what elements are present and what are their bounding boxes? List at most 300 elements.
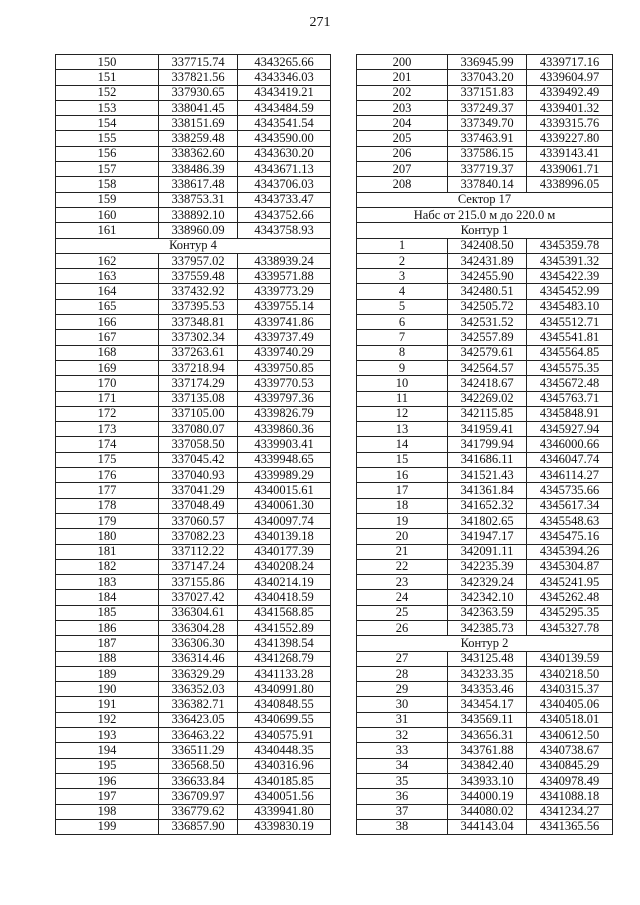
x-coordinate: 343233.35 [448,666,527,681]
y-coordinate: 4345241.95 [527,575,613,590]
y-coordinate: 4341552.89 [238,620,331,635]
y-coordinate: 4339830.19 [238,819,331,834]
table-row [56,575,331,590]
x-coordinate: 338753.31 [159,192,238,207]
point-number: 1 [357,238,448,253]
y-coordinate: 4339750.85 [238,360,331,375]
x-coordinate: 336511.29 [159,743,238,758]
y-coordinate: 4339741.86 [238,315,331,330]
x-coordinate: 337040.93 [159,468,238,483]
x-coordinate: 343842.40 [448,758,527,773]
table-row [56,559,331,574]
point-number: 21 [357,544,448,559]
x-coordinate: 344143.04 [448,819,527,834]
table-row [357,483,613,498]
point-number: 3 [357,269,448,284]
table-row [357,498,613,513]
point-number: 164 [56,284,159,299]
x-coordinate: 338892.10 [159,207,238,222]
x-coordinate: 337147.24 [159,559,238,574]
section-header-row [357,207,613,222]
x-coordinate: 337715.74 [159,55,238,70]
x-coordinate: 337048.49 [159,498,238,513]
x-coordinate: 336314.46 [159,651,238,666]
x-coordinate: 342455.90 [448,269,527,284]
x-coordinate: 337082.23 [159,529,238,544]
table-row [56,498,331,513]
point-number: 153 [56,100,159,115]
table-row [56,605,331,620]
x-coordinate: 337043.20 [448,70,527,85]
point-number: 25 [357,605,448,620]
point-number: 156 [56,146,159,161]
table-row [56,315,331,330]
x-coordinate: 342235.39 [448,559,527,574]
table-row [56,376,331,391]
table-row [56,55,331,70]
table-row [357,728,613,743]
x-coordinate: 336352.03 [159,682,238,697]
table-row [357,131,613,146]
table-row [56,789,331,804]
section-header-row [357,636,613,651]
table-row [357,651,613,666]
table-row [357,819,613,834]
point-number: 2 [357,253,448,268]
table-row [56,345,331,360]
y-coordinate: 4341568.85 [238,605,331,620]
table-row [357,162,613,177]
table-row [56,422,331,437]
x-coordinate: 342505.72 [448,299,527,314]
x-coordinate: 337174.29 [159,376,238,391]
x-coordinate: 341652.32 [448,498,527,513]
point-number: 177 [56,483,159,498]
point-number: 169 [56,360,159,375]
x-coordinate: 341686.11 [448,452,527,467]
y-coordinate: 4339571.88 [238,269,331,284]
x-coordinate: 341959.41 [448,422,527,437]
y-coordinate: 4343752.66 [238,207,331,222]
x-coordinate: 337080.07 [159,422,238,437]
table-row [357,666,613,681]
y-coordinate: 4339770.53 [238,376,331,391]
table-row [357,743,613,758]
y-coordinate: 4340612.50 [527,728,613,743]
y-coordinate: 4345452.99 [527,284,613,299]
y-coordinate: 4339941.80 [238,804,331,819]
point-number: 22 [357,559,448,574]
y-coordinate: 4339717.16 [527,55,613,70]
x-coordinate: 337151.83 [448,85,527,100]
y-coordinate: 4339061.71 [527,162,613,177]
x-coordinate: 342418.67 [448,376,527,391]
point-number: 181 [56,544,159,559]
x-coordinate: 337249.37 [448,100,527,115]
table-row [357,789,613,804]
table-row [56,636,331,651]
point-number: 185 [56,605,159,620]
y-coordinate: 4340978.49 [527,773,613,788]
point-number: 4 [357,284,448,299]
point-number: 32 [357,728,448,743]
x-coordinate: 343761.88 [448,743,527,758]
x-coordinate: 338151.69 [159,116,238,131]
point-number: 204 [357,116,448,131]
y-coordinate: 4345422.39 [527,269,613,284]
table-row [56,192,331,207]
x-coordinate: 336306.30 [159,636,238,651]
y-coordinate: 4345475.16 [527,529,613,544]
x-coordinate: 336779.62 [159,804,238,819]
point-number: 206 [357,146,448,161]
x-coordinate: 343353.46 [448,682,527,697]
y-coordinate: 4339826.79 [238,406,331,421]
y-coordinate: 4340177.39 [238,544,331,559]
table-row [56,712,331,727]
table-row [56,773,331,788]
y-coordinate: 4339401.32 [527,100,613,115]
point-number: 183 [56,575,159,590]
table-row [56,391,331,406]
table-row [56,223,331,238]
table-row [56,513,331,528]
point-number: 182 [56,559,159,574]
y-coordinate: 4339315.76 [527,116,613,131]
table-row [357,697,613,712]
table-row [357,513,613,528]
x-coordinate: 336329.29 [159,666,238,681]
point-number: 191 [56,697,159,712]
point-number: 194 [56,743,159,758]
y-coordinate: 4339227.80 [527,131,613,146]
y-coordinate: 4340405.06 [527,697,613,712]
point-number: 154 [56,116,159,131]
point-number: 24 [357,590,448,605]
y-coordinate: 4345617.34 [527,498,613,513]
x-coordinate: 342091.11 [448,544,527,559]
point-number: 189 [56,666,159,681]
table-row [357,437,613,452]
y-coordinate: 4339737.49 [238,330,331,345]
point-number: 13 [357,422,448,437]
point-number: 18 [357,498,448,513]
table-row [56,758,331,773]
x-coordinate: 336945.99 [448,55,527,70]
x-coordinate: 338362.60 [159,146,238,161]
point-number: 192 [56,712,159,727]
y-coordinate: 4340315.37 [527,682,613,697]
y-coordinate: 4340139.18 [238,529,331,544]
y-coordinate: 4343484.59 [238,100,331,115]
point-number: 12 [357,406,448,421]
point-number: 171 [56,391,159,406]
table-row [357,544,613,559]
x-coordinate: 341799.94 [448,437,527,452]
x-coordinate: 337348.81 [159,315,238,330]
y-coordinate: 4346114.27 [527,468,613,483]
point-number: 28 [357,666,448,681]
point-number: 195 [56,758,159,773]
y-coordinate: 4340208.24 [238,559,331,574]
x-coordinate: 342564.57 [448,360,527,375]
y-coordinate: 4340097.74 [238,513,331,528]
table-row [357,468,613,483]
table-row [56,697,331,712]
table-row [357,804,613,819]
table-row [56,100,331,115]
x-coordinate: 342115.85 [448,406,527,421]
x-coordinate: 338960.09 [159,223,238,238]
x-coordinate: 343569.11 [448,712,527,727]
y-coordinate: 4339948.65 [238,452,331,467]
point-number: 151 [56,70,159,85]
table-row [56,330,331,345]
point-number: 178 [56,498,159,513]
x-coordinate: 337060.57 [159,513,238,528]
table-row [56,177,331,192]
point-number: 199 [56,819,159,834]
point-number: 160 [56,207,159,222]
x-coordinate: 343125.48 [448,651,527,666]
x-coordinate: 341802.65 [448,513,527,528]
x-coordinate: 337155.86 [159,575,238,590]
point-number: 179 [56,513,159,528]
point-number: 5 [357,299,448,314]
table-row [357,238,613,253]
point-number: 176 [56,468,159,483]
table-row [357,315,613,330]
y-coordinate: 4340061.30 [238,498,331,513]
point-number: 23 [357,575,448,590]
table-row [56,452,331,467]
point-number: 157 [56,162,159,177]
x-coordinate: 337349.70 [448,116,527,131]
table-row [357,100,613,115]
y-coordinate: 4343590.00 [238,131,331,146]
point-number: 175 [56,452,159,467]
x-coordinate: 338486.39 [159,162,238,177]
point-number: 163 [56,269,159,284]
point-number: 36 [357,789,448,804]
table-row [357,299,613,314]
table-row [56,299,331,314]
point-number: 10 [357,376,448,391]
x-coordinate: 338041.45 [159,100,238,115]
point-number: 203 [357,100,448,115]
x-coordinate: 341361.84 [448,483,527,498]
x-coordinate: 336463.22 [159,728,238,743]
y-coordinate: 4345391.32 [527,253,613,268]
section-header: Сектор 17 [357,192,613,207]
point-number: 9 [357,360,448,375]
x-coordinate: 337027.42 [159,590,238,605]
table-row [357,620,613,635]
x-coordinate: 336568.50 [159,758,238,773]
y-coordinate: 4343346.03 [238,70,331,85]
table-row [357,70,613,85]
x-coordinate: 337112.22 [159,544,238,559]
table-row [56,743,331,758]
x-coordinate: 342385.73 [448,620,527,635]
table-row [56,651,331,666]
y-coordinate: 4345735.66 [527,483,613,498]
point-number: 26 [357,620,448,635]
y-coordinate: 4340139.59 [527,651,613,666]
x-coordinate: 337263.61 [159,345,238,360]
table-row [357,575,613,590]
y-coordinate: 4340051.56 [238,789,331,804]
point-number: 193 [56,728,159,743]
x-coordinate: 337463.91 [448,131,527,146]
x-coordinate: 342557.89 [448,330,527,345]
section-header: Контур 4 [56,238,331,253]
point-number: 207 [357,162,448,177]
y-coordinate: 4340218.50 [527,666,613,681]
y-coordinate: 4339989.29 [238,468,331,483]
y-coordinate: 4340845.29 [527,758,613,773]
y-coordinate: 4345359.78 [527,238,613,253]
y-coordinate: 4341088.18 [527,789,613,804]
section-header: Контур 1 [357,223,613,238]
y-coordinate: 4345541.81 [527,330,613,345]
x-coordinate: 338259.48 [159,131,238,146]
x-coordinate: 337930.65 [159,85,238,100]
y-coordinate: 4346000.66 [527,437,613,452]
y-coordinate: 4341133.28 [238,666,331,681]
table-row [357,55,613,70]
y-coordinate: 4340518.01 [527,712,613,727]
point-number: 202 [357,85,448,100]
y-coordinate: 4345672.48 [527,376,613,391]
x-coordinate: 337586.15 [448,146,527,161]
table-row [357,758,613,773]
table-row [357,116,613,131]
y-coordinate: 4345763.71 [527,391,613,406]
y-coordinate: 4343541.54 [238,116,331,131]
table-row [56,804,331,819]
table-row [357,360,613,375]
x-coordinate: 341521.43 [448,468,527,483]
y-coordinate: 4339143.41 [527,146,613,161]
x-coordinate: 342431.89 [448,253,527,268]
table-row [56,70,331,85]
y-coordinate: 4343265.66 [238,55,331,70]
point-number: 33 [357,743,448,758]
y-coordinate: 4345394.26 [527,544,613,559]
x-coordinate: 336857.90 [159,819,238,834]
y-coordinate: 4340316.96 [238,758,331,773]
table-row [357,330,613,345]
x-coordinate: 336382.71 [159,697,238,712]
coordinates-table-left [55,54,331,835]
point-number: 155 [56,131,159,146]
y-coordinate: 4343419.21 [238,85,331,100]
x-coordinate: 337395.53 [159,299,238,314]
point-number: 11 [357,391,448,406]
table-row [56,620,331,635]
table-row [357,559,613,574]
section-header-row [357,223,613,238]
table-row [56,162,331,177]
y-coordinate: 4339755.14 [238,299,331,314]
y-coordinate: 4345848.91 [527,406,613,421]
point-number: 34 [357,758,448,773]
point-number: 174 [56,437,159,452]
y-coordinate: 4339740.29 [238,345,331,360]
point-number: 161 [56,223,159,238]
x-coordinate: 342579.61 [448,345,527,360]
point-number: 6 [357,315,448,330]
y-coordinate: 4340848.55 [238,697,331,712]
table-row [56,483,331,498]
y-coordinate: 4339903.41 [238,437,331,452]
y-coordinate: 4341268.79 [238,651,331,666]
section-header-row [56,238,331,253]
y-coordinate: 4343671.13 [238,162,331,177]
point-number: 173 [56,422,159,437]
table-row [357,269,613,284]
table-row [357,712,613,727]
table-row [56,85,331,100]
y-coordinate: 4343630.20 [238,146,331,161]
y-coordinate: 4345262.48 [527,590,613,605]
point-number: 159 [56,192,159,207]
point-number: 16 [357,468,448,483]
table-row [357,773,613,788]
point-number: 170 [56,376,159,391]
point-number: 7 [357,330,448,345]
y-coordinate: 4339860.36 [238,422,331,437]
point-number: 198 [56,804,159,819]
point-number: 165 [56,299,159,314]
x-coordinate: 342342.10 [448,590,527,605]
point-number: 172 [56,406,159,421]
point-number: 30 [357,697,448,712]
x-coordinate: 336304.28 [159,620,238,635]
table-row [56,207,331,222]
y-coordinate: 4343758.93 [238,223,331,238]
point-number: 167 [56,330,159,345]
x-coordinate: 342480.51 [448,284,527,299]
table-row [56,682,331,697]
point-number: 150 [56,55,159,70]
x-coordinate: 337135.08 [159,391,238,406]
point-number: 162 [56,253,159,268]
y-coordinate: 4343706.03 [238,177,331,192]
table-row [357,85,613,100]
x-coordinate: 342531.52 [448,315,527,330]
table-row [56,468,331,483]
x-coordinate: 343656.31 [448,728,527,743]
y-coordinate: 4338939.24 [238,253,331,268]
y-coordinate: 4345483.10 [527,299,613,314]
coordinates-table-right [356,54,613,835]
table-row [56,590,331,605]
x-coordinate: 343933.10 [448,773,527,788]
y-coordinate: 4340575.91 [238,728,331,743]
y-coordinate: 4345295.35 [527,605,613,620]
point-number: 196 [56,773,159,788]
table-row [357,406,613,421]
y-coordinate: 4345927.94 [527,422,613,437]
x-coordinate: 337957.02 [159,253,238,268]
y-coordinate: 4340418.59 [238,590,331,605]
x-coordinate: 338617.48 [159,177,238,192]
point-number: 19 [357,513,448,528]
point-number: 27 [357,651,448,666]
point-number: 37 [357,804,448,819]
